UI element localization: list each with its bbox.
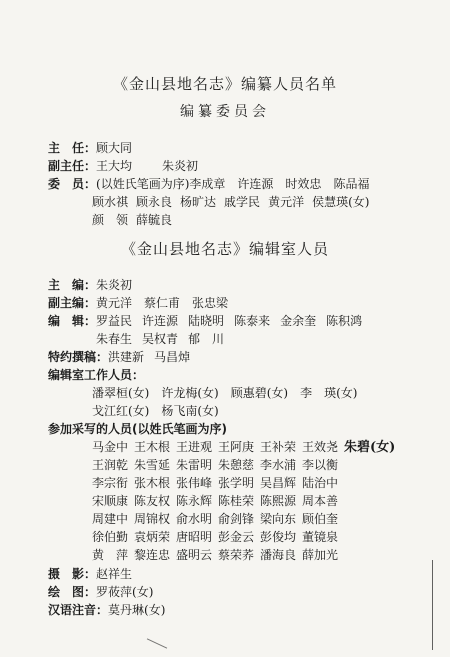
writers-label: 参加采写的人员(以姓氏笔画为序) [48, 422, 227, 436]
deputy-editor-label: 副主编： [48, 296, 97, 310]
member-name: 侯慧瑛(女) [312, 195, 370, 209]
writer-name: 陈熙源 [260, 494, 297, 508]
member-name: 黄元洋 [268, 195, 305, 209]
writer-name: 马金中 [92, 440, 129, 454]
deputy-editor-line [48, 295, 228, 311]
special-writer-name: 马昌焯 [154, 350, 191, 364]
writer-name: 张木根 [134, 476, 171, 490]
pinyin-credit-name: 莫丹琳(女) [108, 603, 166, 617]
editor-name: 金余奎 [280, 314, 317, 328]
office-heading: 《金山县地名志》编辑室人员 [120, 240, 329, 258]
writers-row [92, 475, 344, 491]
member-name: 陈品福 [333, 177, 370, 191]
staff-name: 戈江红(女) [92, 404, 150, 418]
editor-name: 陆晓明 [188, 314, 225, 328]
staff-name: 潘翠桓(女) [92, 386, 150, 400]
photo-credit-label: 摄 影： [48, 567, 97, 581]
writer-name: 陈永辉 [176, 494, 213, 508]
writer-name: 张伟峰 [176, 476, 213, 490]
chief-editor-name: 朱炎初 [96, 278, 133, 292]
editor-name: 朱春生 [96, 332, 133, 346]
staff-label-line [48, 367, 144, 383]
members-note: (以姓氏笔画为序) [96, 177, 190, 191]
writer-name: 彭金云 [218, 530, 255, 544]
vice-chair-name: 朱炎初 [162, 159, 199, 173]
writer-name: 朱憩慈 [218, 458, 255, 472]
writer-name: 陈桂荣 [218, 494, 255, 508]
writers-row [92, 511, 344, 527]
chief-editor-line [48, 277, 132, 293]
writer-name: 董镜泉 [302, 530, 339, 544]
document-title: 《金山县地名志》编纂人员名单 [112, 75, 337, 93]
writer-name: 潘海良 [260, 548, 297, 562]
member-name: 颜 领 [92, 213, 129, 227]
members-line-2 [92, 194, 369, 210]
writer-name: 盛明云 [176, 548, 213, 562]
editor-name: 陈泰来 [234, 314, 271, 328]
writer-name: 宋顺康 [92, 494, 129, 508]
editor-name: 陈积鸿 [326, 314, 363, 328]
writer-name: 李宗衔 [92, 476, 129, 490]
staff-line-1 [92, 385, 358, 401]
deputy-editor-name: 黄元洋 [96, 296, 133, 310]
members-line-3 [92, 212, 172, 228]
writer-name: 朱雪延 [134, 458, 171, 472]
writer-name: 陈友权 [134, 494, 171, 508]
chair-name: 顾大同 [96, 141, 133, 155]
members-line-1 [48, 176, 369, 192]
chair-line [48, 140, 132, 156]
writer-name: 李水浦 [260, 458, 297, 472]
member-name: 顾永良 [136, 195, 173, 209]
writer-name: 唐昭明 [176, 530, 213, 544]
vice-chair-name: 王大均 [96, 159, 133, 173]
special-writers-line [48, 349, 190, 365]
drawing-credit-name: 罗莜萍(女) [96, 585, 154, 599]
member-name: 许连源 [237, 177, 274, 191]
scan-edge-mark [432, 560, 433, 650]
writer-name: 徐伯勤 [92, 530, 129, 544]
writers-label-line [48, 421, 227, 437]
member-name: 李成章 [189, 177, 226, 191]
writer-name: 周本善 [302, 494, 339, 508]
writer-name: 蔡荣荞 [218, 548, 255, 562]
staff-name: 杨飞南(女) [161, 404, 219, 418]
writer-name: 陆治中 [302, 476, 339, 490]
staff-name: 许龙梅(女) [161, 386, 219, 400]
photo-credit-line [48, 566, 132, 582]
staff-name: 李 瑛(女) [300, 386, 358, 400]
editor-name: 许连源 [142, 314, 179, 328]
editors-line-1 [48, 313, 362, 329]
committee-heading: 编纂委员会 [180, 104, 270, 120]
writer-name: 吴昌辉 [260, 476, 297, 490]
editor-name: 郁 川 [188, 332, 225, 346]
writer-name: 王润乾 [92, 458, 129, 472]
special-writer-name: 洪建新 [108, 350, 145, 364]
writers-row [92, 529, 344, 545]
writer-name: 俞剑锋 [218, 512, 255, 526]
pinyin-credit-label: 汉语注音： [48, 603, 109, 617]
staff-name: 顾惠碧(女) [230, 386, 289, 400]
writer-name: 王进观 [176, 440, 213, 454]
chief-editor-label: 主 编： [48, 278, 97, 292]
handwritten-addition: 朱碧(女) [344, 440, 396, 455]
writer-name: 朱雷明 [176, 458, 213, 472]
writer-name: 周建中 [92, 512, 129, 526]
chair-label: 主 任： [48, 141, 97, 155]
member-name: 时效忠 [285, 177, 322, 191]
writer-name: 俞水明 [176, 512, 213, 526]
writers-row [92, 493, 344, 509]
writer-name: 张学明 [218, 476, 255, 490]
member-name: 杨旷达 [180, 195, 217, 209]
writer-name: 王阿庚 [218, 440, 255, 454]
writer-name: 黎连忠 [134, 548, 171, 562]
special-writers-label: 特约撰稿： [48, 350, 109, 364]
member-name: 薛毓良 [136, 213, 173, 227]
pinyin-credit-line [48, 602, 165, 618]
editors-label: 编 辑： [48, 314, 97, 328]
editor-name: 罗益民 [96, 314, 133, 328]
photo-credit-name: 赵祥生 [96, 567, 133, 581]
writer-name: 黄 萍 [92, 548, 129, 562]
writer-name: 袁炳荣 [134, 530, 171, 544]
writer-name: 彭俊均 [260, 530, 297, 544]
deputy-editor-name: 蔡仁甫 [144, 296, 181, 310]
writer-name: 王效尧 [302, 440, 339, 454]
members-label: 委 员： [48, 177, 97, 191]
editors-line-2 [96, 331, 224, 347]
deputy-editor-name: 张忠梁 [192, 296, 229, 310]
scan-ink-mark [147, 638, 167, 648]
drawing-credit-line [48, 584, 153, 600]
writers-row [92, 439, 395, 456]
staff-label: 编辑室工作人员： [48, 368, 145, 382]
writer-name: 王补荣 [260, 440, 297, 454]
vice-chair-line [48, 158, 198, 174]
member-name: 顾水祺 [92, 195, 129, 209]
writers-row [92, 547, 344, 563]
editor-name: 吴权青 [142, 332, 179, 346]
writer-name: 王木根 [134, 440, 171, 454]
drawing-credit-label: 绘 图： [48, 585, 97, 599]
staff-line-2 [92, 403, 219, 419]
writer-name: 李以衡 [302, 458, 339, 472]
writer-name: 周锦权 [134, 512, 171, 526]
member-name: 戚学民 [224, 195, 261, 209]
writers-row [92, 457, 344, 473]
writer-name: 顾伯奎 [302, 512, 339, 526]
vice-chair-label: 副主任： [48, 159, 97, 173]
writer-name: 薛加光 [302, 548, 339, 562]
writer-name: 梁向东 [260, 512, 297, 526]
